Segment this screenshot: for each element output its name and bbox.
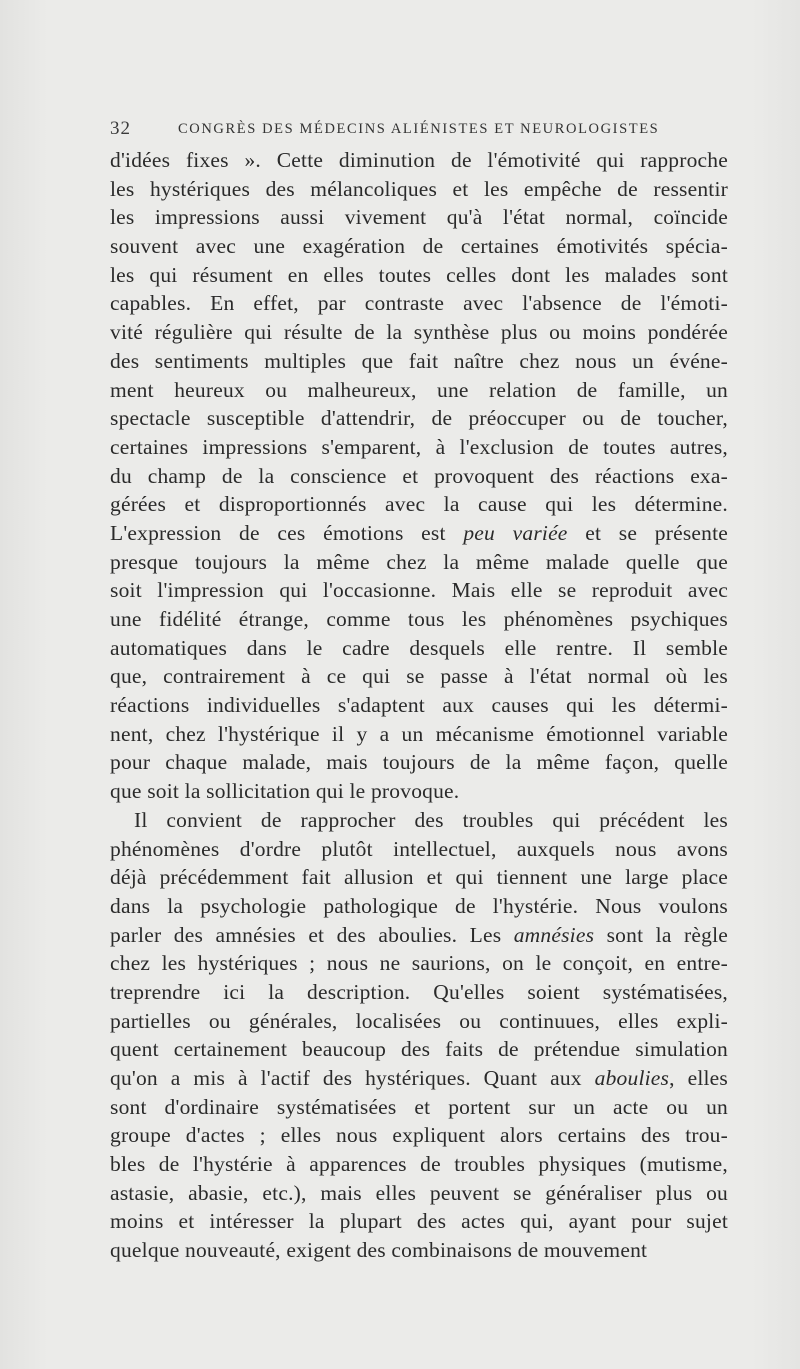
text-line: une fidélité étrange, comme tous les phénomènes psychiques [110, 607, 728, 631]
text-line: d'idées fixes ». Cette diminution de l'émotivité qui rapproche [110, 148, 728, 172]
text-line: bles de l'hystérie à apparences de troubles physiques (mutisme, [110, 1152, 728, 1177]
italic-term: peu variée [463, 520, 568, 545]
text-line: que soit la sollicitation qui le provoque. [110, 779, 460, 804]
text-line [110, 519, 728, 548]
text-line: sont d'ordinaire systématisées et portent sur un acte ou un [110, 1094, 728, 1119]
text-segment: qu'on a mis à l'actif des hystériques. Quant aux [110, 1066, 595, 1090]
text-line: presque toujours la même chez la même malade quelle que [110, 549, 728, 574]
text-line [110, 1064, 728, 1093]
text-line: déjà précédemment fait allusion et qui tiennent une large place [110, 865, 728, 890]
text-line: les impressions aussi vivement qu'à l'état normal, coïncide [110, 205, 728, 230]
running-title: CONGRÈS DES MÉDECINS ALIÉNISTES ET NEUROLOGISTES [178, 121, 660, 137]
text-line: les qui résument en elles toutes celles dont les malades sont [110, 262, 728, 287]
text-segment: et se présente [567, 520, 728, 545]
text-line: que, contrairement à ce qui se passe à l'état normal où les [110, 664, 728, 689]
text-line: du champ de la conscience et provoquent des réactions exa- [110, 463, 728, 488]
text-line: partielles ou générales, localisées ou continuues, elles expli- [110, 1008, 728, 1033]
text-line: phénomènes d'ordre plutôt intellectuel, auxquels nous avons [110, 836, 728, 861]
body-text [110, 146, 728, 1265]
text-line: les hystériques des mélancoliques et les empêche de ressentir [110, 176, 728, 201]
text-line: Il convient de rapprocher des troubles qui précédent les [134, 807, 728, 832]
text-line: des sentiments multiples que fait naître chez nous un événe- [110, 348, 728, 373]
text-line: pour chaque malade, mais toujours de la même façon, quelle [110, 750, 728, 775]
text-line: astasie, abasie, etc.), mais elles peuvent se généraliser plus ou [110, 1180, 728, 1205]
page-header [110, 118, 730, 142]
text-line: groupe d'actes ; elles nous expliquent alors certains des trou- [110, 1123, 728, 1148]
text-line: vité régulière qui résulte de la synthèse plus ou moins pondérée [110, 320, 728, 345]
text-line: souvent avec une exagération de certaines émotivités spécia- [110, 234, 728, 259]
text-line: capables. En effet, par contraste avec l'absence de l'émoti- [110, 291, 728, 316]
text-line: automatiques dans le cadre desquels elle rentre. Il semble [110, 635, 728, 660]
text-line: nent, chez l'hystérique il y a un mécanisme émotionnel variable [110, 721, 728, 746]
text-line: moins et intéresser la plupart des actes qui, ayant pour sujet [110, 1209, 728, 1234]
text-line: certaines impressions s'emparent, à l'exclusion de toutes autres, [110, 434, 728, 459]
text-line: soit l'impression qui l'occasionne. Mais elle se reproduit avec [110, 578, 728, 603]
text-segment: sont la règle [594, 922, 729, 947]
italic-term: amnésies [513, 922, 595, 947]
text-segment: , elles [669, 1066, 728, 1090]
text-line: ment heureux ou malheureux, une relation de famille, un [110, 377, 728, 402]
text-segment: parler des amnésies et des aboulies. Les [110, 922, 514, 947]
page-number: 32 [110, 118, 131, 139]
text-segment: L'expression de ces émotions est [110, 520, 464, 545]
text-line: dans la psychologie pathologique de l'hystérie. Nous voulons [110, 893, 728, 918]
text-line [110, 921, 728, 950]
text-line: chez les hystériques ; nous ne saurions, on le conçoit, en entre- [110, 951, 728, 976]
text-line: gérées et disproportionnés avec la cause qui les détermine. [110, 492, 728, 517]
text-line: réactions individuelles s'adaptent aux causes qui les détermi- [110, 693, 728, 718]
italic-term: aboulies [594, 1066, 670, 1090]
text-line: treprendre ici la description. Qu'elles soient systématisées, [110, 979, 728, 1004]
text-line: quent certainement beaucoup des faits de prétendue simulation [110, 1037, 728, 1062]
text-line: quelque nouveauté, exigent des combinaisons de mouvement [110, 1238, 648, 1263]
text-line: spectacle susceptible d'attendrir, de préoccuper ou de toucher, [110, 406, 728, 431]
